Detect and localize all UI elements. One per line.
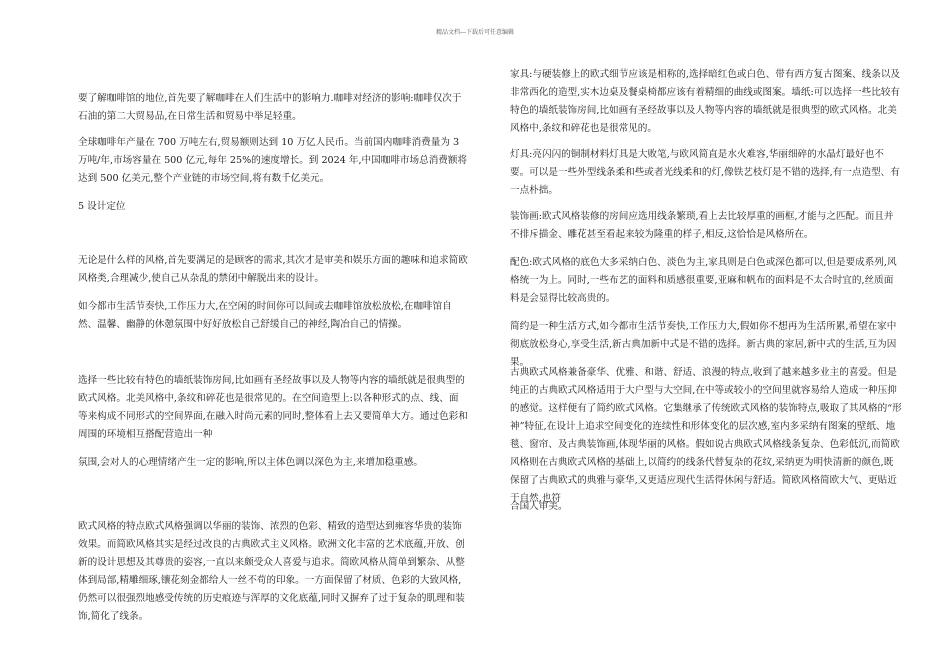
paragraph-relax: 如今都市生活节奏快,工作压力大,在空闲的时间你可以间或去咖啡馆放松放松,在咖啡馆自然、温馨、幽静的休憩氛围中好好放松自己舒缓自己的神经,陶冶自己的情操。 bbox=[78, 301, 452, 330]
paragraph-european-style: 欧式风格的特点欧式风格强调以华丽的装饰、浓烈的色彩、精致的造型达到雍容华贵的装饰效果。而简欧风格其实是经过改良的古典欧式主义风格。欧洲文化丰富的艺术底蕴,开放、创新的设计思想及其尊贵的姿容,一直以来颇受众人喜爱与追求。简欧风格从简单到繁杂、从整体到局部,精雕细琢,镶花刻金都给人一丝不苟的印象。一方面保留了材质、色彩的大致风格,仍然可以很强烈地感受传统的历史痕迹与浑厚的文化底蕴,同时又摒弃了过于复杂的肌理和装饰,简化了线条。 bbox=[78, 521, 465, 622]
paragraph-coffee-influence: 要了解咖啡馆的地位,首先要了解咖啡在人们生活中的影响力.咖啡对经济的影响:咖啡仅次于石油的第二大贸易品,在日常生活和贸易中举足轻重。 bbox=[78, 93, 462, 122]
page-header: 精品文档---下载后可任意编辑 bbox=[435, 29, 515, 36]
paragraph-design-needs: 无论是什么样的风格,首先要满足的是顾客的需求,其次才是审美和娱乐方面的趣味和追求简欧风格类,合理减少,使自己从杂乱的禁闭中解脱出来的设计。 bbox=[78, 255, 468, 284]
paragraph-color: 配色:欧式风格的底色大多采纳白色、淡色为主,家具则是白色或深色都可以,但是要成系列,风格统一为上。同时,一些布艺的面料和质感很重要,亚麻和帆布的面料是不太合时宜的,丝质面料是会显得比较高贵的。 bbox=[510, 257, 897, 304]
paragraph-paintings: 装饰画:欧式风格装修的房间应选用线条繁琐,看上去比较厚重的画框,才能与之匹配。而且并不排斥描金、雕花甚至看起来较为隆重的样子,相反,这恰恰是风格所在。 bbox=[510, 211, 894, 240]
paragraph-simplicity: 简约是一种生活方式,如今都市生活节奏快,工作压力大,假如你不想再为生活所累,希望在家中彻底放松身心,享受生活,新古典加新中式是不错的选择。新古典的家居,新中式的生活,互为因果。 bbox=[510, 321, 897, 368]
paragraph-lighting: 灯具:亮闪闪的铜制材料灯具是大败笔,与欧风简直是水火难容,华丽细碎的水晶灯最好也不要。可以是一些外型线条柔和些或者光线柔和的灯,像铁艺枝灯是不错的选择,有一点造型、有一点朴拙。 bbox=[510, 149, 900, 196]
paragraph-wallpaper: 选择一些比较有特色的墙纸装饰房间,比如画有圣经故事以及人物等内容的墙纸就是很典型的欧式风格。北美风格中,条纹和碎花也是很常见的。在空间造型上:以各种形式的点、线、面等来构成不同形式的空间界面,在融入时尚元素的同时,整体看上去又要简单大方。通过色彩和周围的环境相互搭配营造出一种 bbox=[78, 375, 468, 440]
paragraph-atmosphere: 氛围,会对人的心理情绪产生一定的影响,所以主体色调以深色为主,来增加稳重感。 bbox=[78, 457, 423, 468]
paragraph-closing: 合国人审美。 bbox=[510, 501, 568, 512]
section-heading-design: 5 设计定位 bbox=[78, 201, 126, 212]
paragraph-furniture: 家具:与硬装修上的欧式细节应该是相称的,选择暗红色或白色、带有西方复古图案、线条以及非常西化的造型,实木边桌及餐桌椅都应该有着精细的曲线或图案。墙纸:可以选择一些比较有特色的墙纸装饰房间,比如画有圣经故事以及人物等内容的墙纸就是很典型的欧式风格。北美风格中,条纹和碎花也是很常见的。 bbox=[510, 69, 901, 134]
paragraph-coffee-market: 全球咖啡年产量在 700 万吨左右,贸易额则达到 10 万亿人民币。当前国内咖啡消费量为 3 万吨/年,市场容量在 500 亿元,每年 25%的速度增长。到 2024 年,中国咖啡市场总消费额将达到 500 亿美元,整个产业链的市场空间,将有数千亿美元。 bbox=[78, 137, 468, 184]
paragraph-classic-european: 古典欧式风格兼备豪华、优雅、和谐、舒适、浪漫的特点,收到了越来越多业主的喜爱。但是纯正的古典欧式风格适用于大户型与大空间,在中等或较小的空间里就容易给人造成一种压抑的感觉。这样便有了简约欧式风格。它集继承了传统欧式风格的装饰特点,吸取了其风格的“形神”特征,在设计上追求空间变化的连续性和形体变化的层次感,室内多采纳有图案的壁纸、地毯、窗帘、及古典装饰画,体现华丽的风格。假如说古典欧式风格线条复杂、色彩低沉,而简欧风格则在古典欧式风格的基础上,以简约的线条代替复杂的花纹,采纳更为明快清新的颜色,既保留了古典欧式的典雅与豪华,又更适应现代生活得休闲与舒适。简欧风格简欧大气、更贴近于自然,也符 bbox=[510, 367, 902, 504]
